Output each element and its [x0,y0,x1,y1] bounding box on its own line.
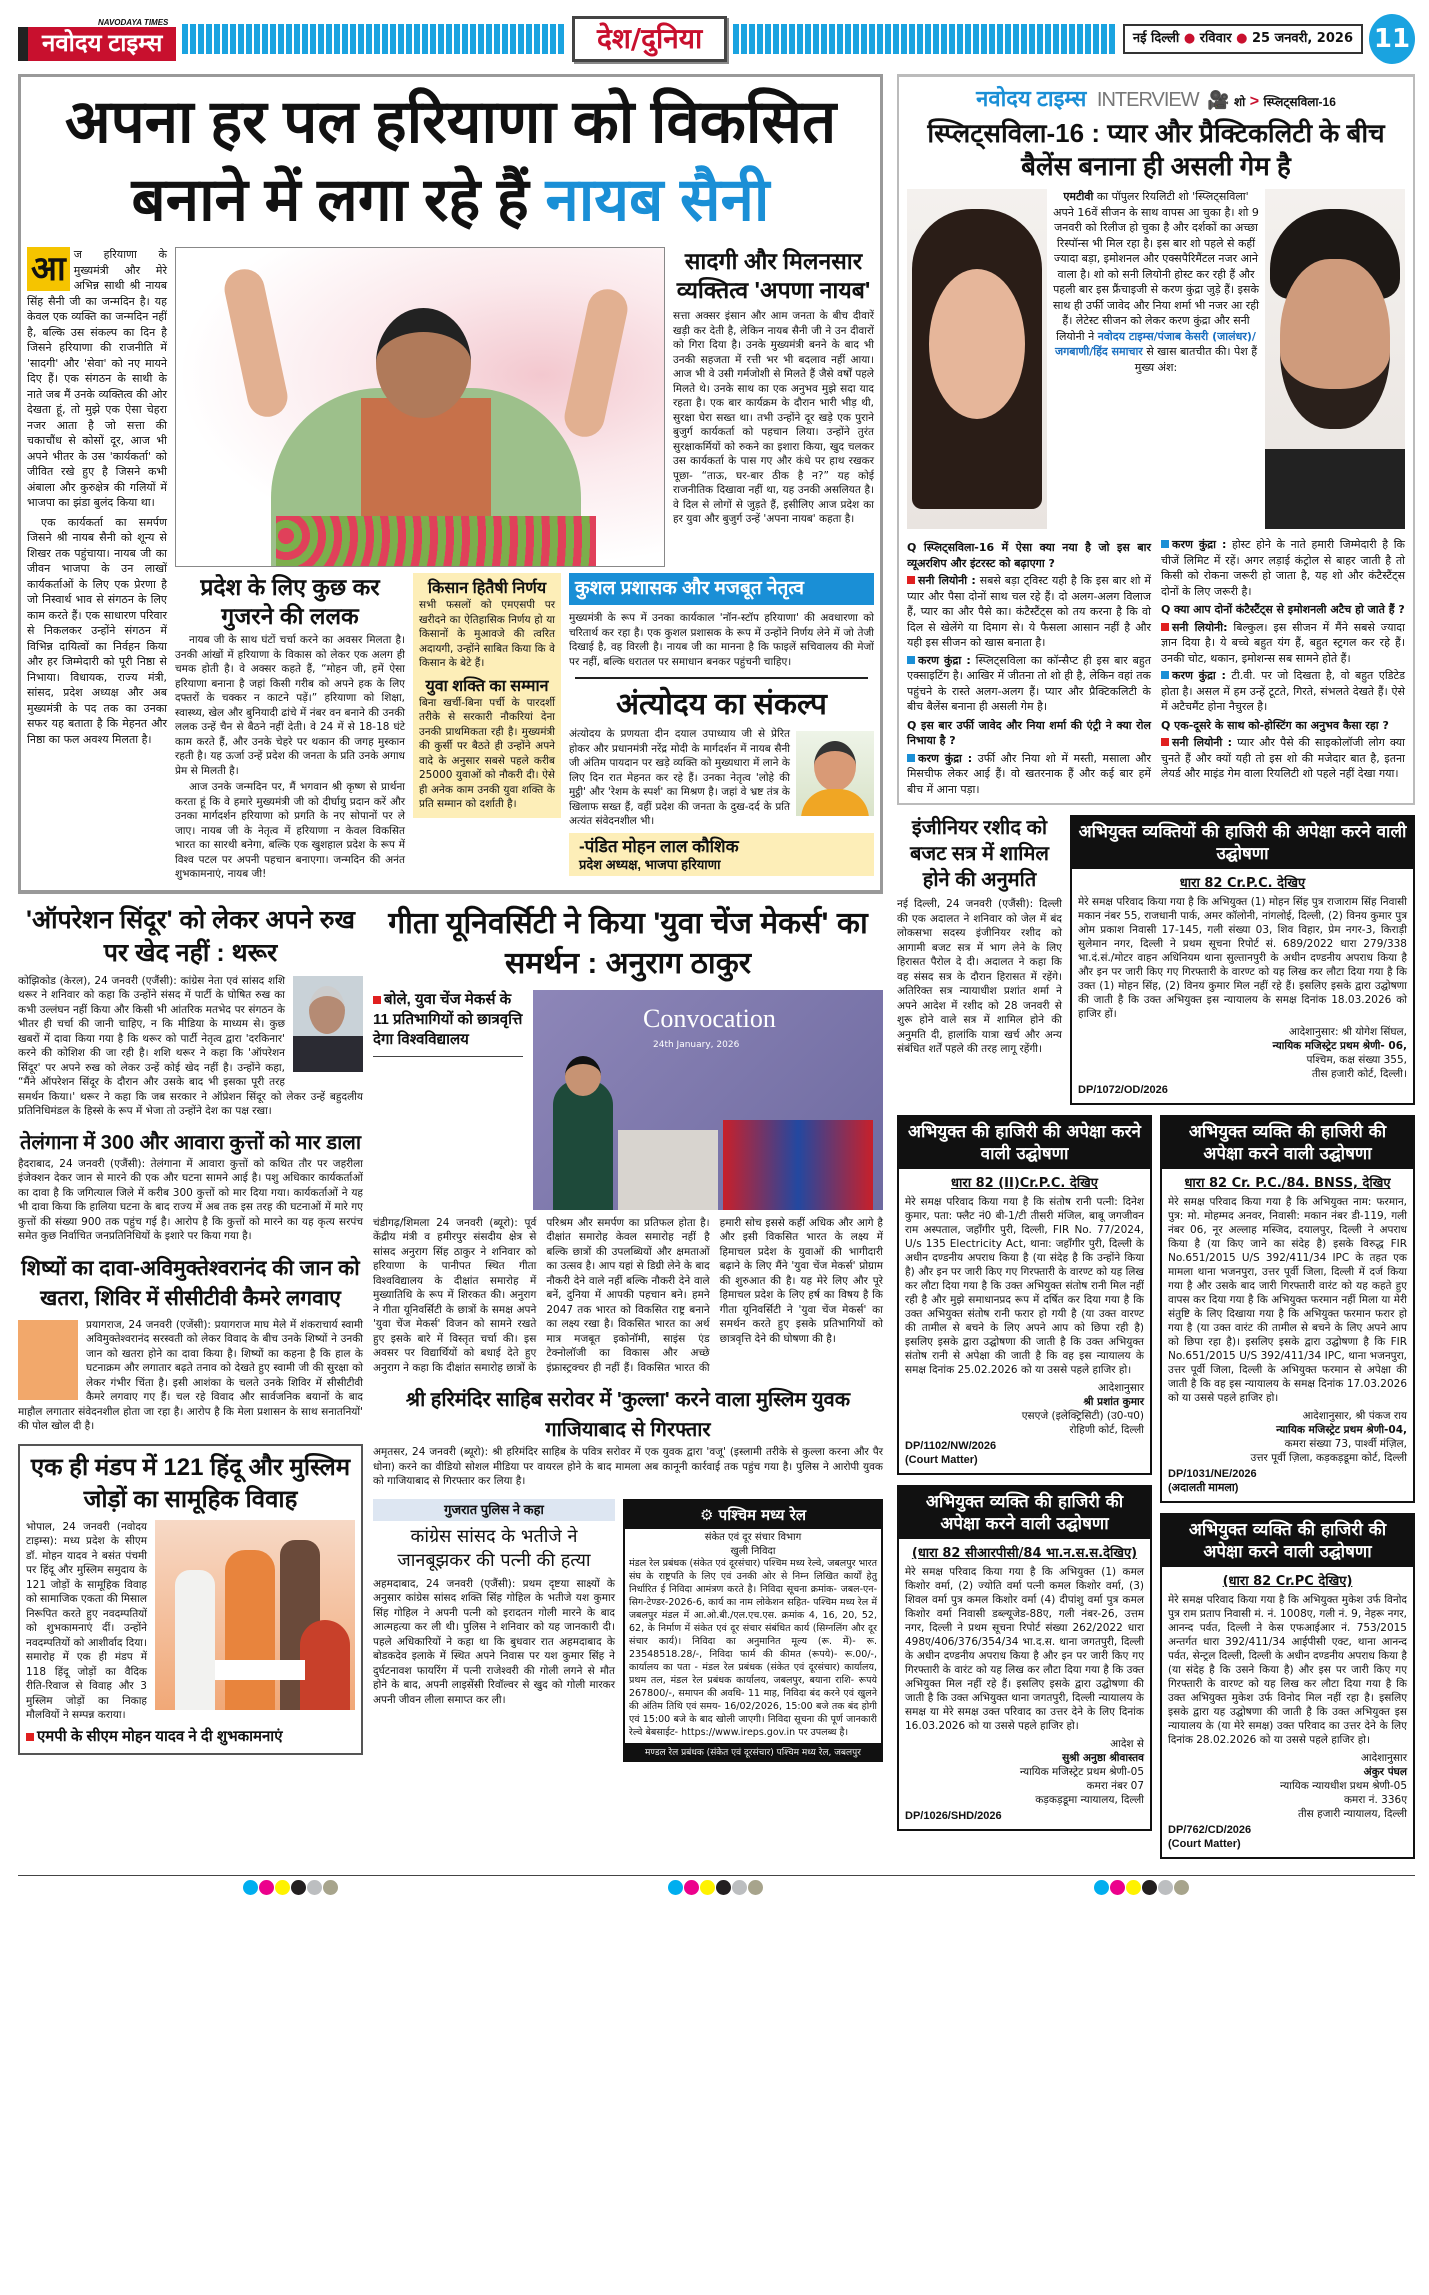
speaker-name: सनी लियोनी : [1172,736,1233,749]
notice-signature [1162,1405,1413,1465]
notice-body: मेरे समक्ष परिवाद किया गया है कि अभियुक्त (1) कमल किशोर वर्मा, (2) ज्योति वर्मा पत्नी कमल किशोर वर्मा, (3) शिवल वर्मा पुत्र कमल किशोर वर्मा (4) दीपांशु वर्मा पुत्र कमल किशोर वर्मा निवासी डब्ल्यूजेड-88ए, गली नंबर-26, उत्तम नगर, दिल्ली ने प्रथम सूचना रिपोर्ट संख्या 262/2022 धारा 498ए/406/376/354/34 भा.द.स. थाना जगतपुरी, दिल्ली के अधीन दण्डनीय अपराध किया है और इन पर जारी किए गए गिरफ्तारी के वारंट को यह लिख कर लौटा दिया गया है कि उक्त अभियुक्त मिल नहीं रहे हैं। इसलिए इसके द्वारा उद्घोषणा की जाती है कि उक्त अभियुक्त थाना जगतपुरी, दिल्ली न्यायालय के समक्ष या मेरे समक्ष उक्त परिवाद का उत्तर देने के लिए दिनांक 16.03.2026 को या उससे पहले हाजिर हो। [905,1566,1144,1732]
gujarat-kicker: गुजरात पुलिस ने कहा [373,1499,615,1521]
mandap-body: भोपाल, 24 जनवरी (नवोदय टाइम्स): मध्य प्रदेश के सीएम डॉ. मोहन यादव ने बसंत पंचमी पर हिंदू और मुस्लिम समुदाय के 121 जोड़ों के सामूहिक विवाह को सामाजिक एकता की मिसाल निरूपित करते हुए नवदम्पतियों को शुभकामनाएं दीं। उन्होंने नवदम्पतियों को आशीर्वाद दिया। समारोह में एक ही मंडप में 118 हिंदू जोड़ों का वैदिक रीति-रिवाज से विवाह और 3 मुस्लिम जोड़ों का निकाह मौलवियों ने सम्पन्न कराया। [26,1520,147,1721]
notice-section: धारा 82 (II)Cr.P.C. देखिए [951,1176,1098,1191]
notice-signature [899,1733,1150,1807]
pradesh-section [175,573,405,884]
notice-body: मेरे समक्ष परिवाद किया गया है कि अभियुक्त (1) मोहन सिंह पुत्र राजाराम सिंह निवासी मकान नंबर 55, राजधानी पार्क, अमर कॉलोनी, नांगलोई, दिल्ली, (2) विनय कुमार पुत्र ओम प्रकाश निवासी 17-145, गली संख्या 03, शिव विहार, प्रेम नगर-3, किराड़ी सुलेमान नगर, दिल्ली ने प्रथम सूचना रिपोर्ट सं. 689/2022 धारा 279/338 भा.दं.सं./मोटर वाहन अधिनियम थाना सुल्तानपुरी के अधीन दण्डनीय अपराध किया है और इन पर जारी किए गए गिरफ्तारी के वारण्ट को यह लिख कर लौटा दिया गया है कि उक्त (1) मोहन सिंह, (2) विनय कुमार मिल नहीं रहे हैं। इसलिए इसके द्वारा उद्घोषणा की जाती है कि उक्त अभियुक्त इस न्यायालय के समक्ष दिनांक 18.03.2026 को हाजिर हों। [1078,896,1407,1020]
saadgi-title: सादगी और मिलनसार व्यक्तित्व 'अपणा नायब' [676,248,871,303]
geeta-subhead [373,990,523,1057]
interview-headline: स्प्लिट्सविला-16 : प्यार और प्रैक्टिकलिटी के बीच बैलेंस बनाना ही असली गेम है [927,118,1385,181]
flowers [276,516,596,566]
dateline: नई दिल्ली ● रविवार ● 25 जनवरी, 2026 [1123,24,1363,54]
notice-title: अभियुक्त व्यक्ति की हाजिरी की अपेक्षा करने वाली उद्घोषणा [1162,1515,1413,1567]
notice-section: धारा 82 Cr. P.C./84. BNSS, देखिए [1184,1176,1391,1191]
color-dot-group [243,1880,339,1899]
color-dot [1174,1880,1189,1895]
gujarat-story [373,1499,615,1708]
railway-title: पश्चिम मध्य रेल [718,1505,807,1524]
saadgi-section [673,247,874,527]
rashid-story [897,815,1062,1057]
notice-reference [1162,1465,1413,1501]
court-notice [1070,815,1415,1105]
signature-line: न्यायिक मजिस्ट्रेट प्रथम श्रेणी- 06, [1272,1040,1407,1052]
signature-line: आदेशानुसार [1097,1382,1144,1394]
convocation-photo [533,990,883,1210]
kushal-title: कुशल प्रशासक और मजबूत नेतृत्व [569,573,874,605]
intro-end: से खास बातचीत की। पेश हैं मुख्य अंश: [1134,345,1258,374]
color-dot [323,1880,338,1895]
masthead-corner [18,27,28,61]
shankaracharya-photo [18,1320,78,1400]
mandap-subhead [26,1727,355,1747]
saadgi-body: सत्ता अक्सर इंसान और आम जनता के बीच दीवारें खड़ी कर देती है, लेकिन नायब सैनी जी ने उन दीवारों को गिरा दिया है। उनके मुख्यमंत्री बनने के बाद भी उनकी सहजता में रत्ती भर भी बदलाव नहीं आया। आज भी वे उसी गर्मजोशी से मिलते हैं जैसे वर्षों पहले मिलते थे। उनके साथ का एक अनुभव मुझे सदा याद रहता है। एक बार कार्यक्रम के दौरान भारी भीड़ थी, सुरक्षा घेरा सख्त था। तभी उन्होंने दूर खड़े एक पुराने बुजुर्ग कार्यकर्ता को पहचान लिया। उन्होंने तुरंत सुरक्षाकर्मियों को रुकने का इशारा किया, खुद चलकर उस कार्यकर्ता के पास गए और कंधे पर हाथ रखकर पूछा- “ताऊ, घर-बार ठीक है न?” यह कोई राजनीतिक दिखावा नहीं था, यह उनकी असलियत है। वे दिल से लोगों से जुड़ते हैं, इसीलिए आज प्रदेश का हर युवा और बुजुर्ग उन्हें 'अपना नायब' कहता है। [673,310,874,525]
kisan-body: सभी फसलों को एमएसपी पर खरीदने का ऐतिहासिक निर्णय हो या किसानों के मुआवजे की त्वरित अदायगी, उन्होंने साबित किया कि वे किसान के बेटे हैं। [419,599,555,670]
signature-line: अंकुर पंघल [1363,1766,1407,1778]
film-camera-icon: 🎥 [1207,90,1230,110]
reference-line: DP/762/CD/2026 [1168,1824,1252,1836]
divider [575,677,868,679]
shishya-story [18,1254,363,1434]
color-registration-bar [18,1875,1415,1899]
convocation-banner-date: 24th January, 2026 [653,1039,740,1050]
convocation-banner-text: Convocation [643,1003,776,1033]
color-dot [732,1880,747,1895]
color-dot [700,1880,715,1895]
notice-title: अभियुक्त व्यक्ति की हाजिरी की अपेक्षा करने वाली उद्घोषणा [899,1487,1150,1539]
interview-brand: नवोदय टाइम्स [976,86,1087,111]
harimandir-headline: श्री हरिमंदिर साहिब सरोवर में 'कुल्ला' करने वाला मुस्लिम युवक गाजियाबाद से गिरफ्तार [405,1389,851,1441]
intro-bold: एमटीवी [1063,190,1094,203]
main-headline-line1: अपना हर पल हरियाणा को विकसित [64,88,837,155]
interview-question: Q स्प्लिट्सविला-16 में ऐसा क्या नया है जो इस बार व्यूअरशिप और इंटरस्ट को बढ़ाएगा ? [907,541,1151,570]
interview-answer [907,653,1151,715]
antyoday-body: अंत्योदय के प्रणयता दीन दयाल उपाध्याय जी से प्रेरित होकर और प्रधानमंत्री नरेंद्र मोदी के मार्गदर्शन में नायब सैनी जी अंतिम पायदान पर खड़े व्यक्ति को मुख्यधारा में लाने के लिए दिन रात मेहनत कर रहे हैं। उनका नेतृत्व 'लोहे की मुट्ठी' और 'रेशम के स्पर्श' का मिश्रण है। जहां वे भ्रष्ट तंत्र के खिलाफ सख्त हैं, वहीं प्रदेश की जनता के दुख-दर्द के प्रति अत्यंत संवेदनशील भी। [569,728,790,827]
signature-line: पश्चिम, कक्ष संख्या 355, [1306,1054,1407,1066]
notice-section: धारा 82 Cr.P.C. देखिए [1179,876,1306,891]
geeta-body: चंडीगढ़/शिमला 24 जनवरी (ब्यूरो): पूर्व केंद्रीय मंत्री व हमीरपुर संसदीय क्षेत्र से सांसद अनुराग सिंह ठाकुर ने शनिवार को हरियाणा के पानीपत स्थित गीता विश्वविद्यालय के दीक्षांत समारोह में मुख्यातिथि के रूप में शिरकत की। अनुराग ने गीता यूनिवर्सिटी के छात्रों के समक्ष अपने 'युवा चेंज मेकर्स' विजन को सामने रखते हुए इसके बारे में विस्तृत चर्चा की। इस अवसर पर विद्यार्थियों को बधाई देते हुए अनुराग ने कहा कि दीक्षांत समारोह छात्रों के परिश्रम और समर्पण का प्रतिफल होता है। दीक्षांत समारोह केवल समारोह नहीं है बल्कि छात्रों की उपलब्धियों और क्षमताओं का उत्सव है। आप यहां से डिग्री लेने के बाद नौकरी देने वाले नहीं बल्कि नौकरी देने वाले बनें, दुनिया में आपकी पहचान बने। हमने 2047 तक भारत को विकसित राष्ट्र बनाने का लक्ष्य रखा है। विकसित भारत का अर्थ मात्र मजबूत इकोनॉमी, साइंस एंड टेक्नोलॉजी का विकास और अच्छे इंफ्रास्ट्रक्चर ही नहीं हैं। विकसित भारत की हमारी सोच इससे कहीं अधिक और आगे है और इसी विकसित भारत के लक्ष्य में हिमाचल प्रदेश के युवाओं की भागीदारी बढ़ाने के लिए मैंने 'युवा चेंज मेकर्स' प्रोग्राम की शुरुआत की है। यह मेरे लिए और पूरे हिमाचल प्रदेश के लिए हर्ष का विषय है कि गीता यूनिवर्सिटी ने 'युवा चेंज मेकर्स' का समर्थन करते हुए इसके प्रतिभागियों को छात्रवृत्ति देने की घोषणा की है। [373,1216,883,1374]
railway-header [625,1501,881,1529]
interview-question: Q क्या आप दोनों कंटैस्टैंट्स से इमोशनली अटैच हो जाते हैं ? [1161,603,1405,616]
show-name: स्प्लिट्सविला-16 [1263,95,1336,109]
reference-line: DP/1102/NW/2026 [905,1440,997,1452]
page-number: 11 [1369,14,1415,64]
color-dot [291,1880,306,1895]
geeta-headline: गीता यूनिवर्सिटी ने किया 'युवा चेंज मेकर्स' का समर्थन : अनुराग ठाकुर [388,906,868,980]
reference-line: (Court Matter) [905,1454,978,1466]
notice-body: मेरे समक्ष परिवाद किया गया है कि अभियुक्त मुकेश उर्फ विनोद पुत्र राम प्रताप निवासी मं. नं. 1008ए, गली नं. 9, नेहरू नगर, आनन्द पर्वत, दिल्ली ने केस एफआईआर नं. 753/2015 अन्तर्गत धारा 392/411/34 आईपीसी एक्ट, थाना आनन्द पर्वत, सेन्ट्रल दिल्ली, दिल्ली के अधीन दण्डनीय अपराध किया है (या संदेह है कि उसने किया है) और इस पर जारी किए गए गिरफ्तारी के वारण्ट को यह लिख कर लौटा दिया गया है कि उक्त अभियुक्त मुकेश उर्फ विनोद मिल नहीं रहा है। इसलिए इसके द्वारा यह उद्घोषणा की जाती है कि उक्त अभियुक्त इस न्यायालय के (या मेरे समक्ष) उक्त परिवाद का उत्तर देने के लिए दिनांक 28.02.2026 को या उससे पहले हाजिर हो। [1168,1594,1407,1746]
answer-text: प्यार और पैसे की साइकोलॉजी लोग क्या चुनते हैं और क्यों यही तो इस शो की मजेदार बात है, इतना लेयर्ड और माइंड गेम वाला रियलिटी शो पहले नहीं देखा गया। [1161,736,1405,780]
color-dot [259,1880,274,1895]
sindoor-headline: 'ऑपरेशन सिंदूर' को लेकर अपने रुख पर खेद नहीं : थरूर [26,905,355,967]
interview-intro [907,189,1405,529]
main-story [18,74,883,894]
sindoor-story [18,904,363,1119]
color-dot [748,1880,763,1895]
dropcap: आ [27,247,70,291]
speaker-name: सनी लियोनी : [918,574,976,587]
color-dot [243,1880,258,1895]
reference-line: DP/1072/OD/2026 [1078,1084,1168,1096]
railway-ad [623,1499,883,1762]
reference-line: (Court Matter) [1168,1838,1241,1850]
color-dot [1158,1880,1173,1895]
main-headline-line2: बनाने में लगा रहे हैं [131,166,529,233]
answer-text: स्प्लिट्सविला का कॉन्सैप्ट ही इस बार बहुत एक्साइटिंग है। आखिर में जीतना तो शो ही है, लेकिन वहां तक पहुंचने के रास्ते अलग-अलग हैं। प्यार और प्रैक्टिकलिटी के बीच बैलेंस बनाना ही असली गेम है। [907,653,1152,713]
notice-body: मेरे समक्ष परिवाद किया गया है कि संतोष रानी पत्नी: दिनेश कुमार, पता: फ्लैट नं0 बी-1/टी तीसरी मंजिल, बाबू जगजीवन राम अस्पताल, जहाँगीर पुरी, दिल्ली, FIR No. 77/2024, U/s 135 Electricity Act, थाना: जहाँगीर पुरी, दिल्ली के अधीन दण्डनीय अपराध किया है (या संदेह है कि उन्होंने किया है) और इन पर जारी किए गए गिरफ्तारी के वारण्ट को यह लिख कर लौटा दिया गया है कि उक्त अभियुक्त संतोष रानी मिल नहीं रही है और मुझे समाधानप्रद रूप में दर्षित कर दिया गया है कि उक्त अभियुक्त संतोष रानी फरार हो गयी है (या उक्त वारण्ट की तामील से बचने के लिए अपने आप को छिपा रही है) इसलिए इसके द्वारा उद्घोषणा की जाती है कि उक्त अभियुक्त संतोष रानी से अपेक्षा की जाती है कि वह इस न्यायालय के समक्ष दिनांक 25.02.2026 को या उससे पहले हाजिर हो। [905,1196,1144,1376]
notice-title: अभियुक्त की हाजिरी की अपेक्षा करने वाली उद्घोषणा [899,1117,1150,1169]
interview-answer [1161,735,1405,782]
signature-line: कड़कड़डूमा न्यायालय, दिल्ली [1035,1794,1144,1806]
author-box [569,833,874,877]
interview-label: INTERVIEW [1096,89,1199,111]
mandap-headline: एक ही मंडप में 121 हिंदू और मुस्लिम जोड़ों का सामूहिक विवाह [30,1453,351,1513]
notice-title: अभियुक्त व्यक्ति की हाजिरी की अपेक्षा करने वाली उद्घोषणा [1162,1117,1413,1169]
speaker-bullet-icon [907,656,915,664]
kisan-yuva-box [413,573,561,818]
main-lead-para2: एक कार्यकर्ता का समर्पण जिसने श्री नायब सैनी को शून्य से शिखर तक पहुंचाया। नायब जी का जीवन भाजपा के उन लाखों कार्यकर्ताओं के लिए एक प्रेरणा है जो निस्वार्थ भाव से संगठन के लिए काम करते हैं। एक साधारण परिवार से निकलकर उन्होंने संगठन में विभिन्न दायित्वों का निर्वहन किया और हर जिम्मेदारी को पूरी निष्ठा से निभाया। विधायक, राज्य मंत्री, सांसद, प्रदेश अध्यक्ष और अब मुख्यमंत्री के पद तक का उनका सफर यह बताता है कि मेहनत और निष्ठा का फल अवश्य मिलता है। [27,515,167,746]
notice-reference [899,1437,1150,1473]
yuva-title: युवा शक्ति का सम्मान [425,677,549,695]
interview-answer [1161,620,1405,667]
author-photo [796,731,874,816]
rashid-body: नई दिल्ली, 24 जनवरी (एजैंसी): दिल्ली की एक अदालत ने शनिवार को जेल में बंद लोकसभा सदस्य इंजीनियर रशीद को आगामी बजट सत्र में भाग लेने के लिए हिरासत पैरोल दे दी। अदालत ने कहा कि वह संसद सत्र के दौरान हिरासत में रहेंगे। अतिरिक्त सत्र न्यायाधीश प्रशांत शर्मा ने अपने आदेश में रशीद को 28 जनवरी से शुरू होने वाले सत्र में शामिल होने की अनुमति दी, हालांकि यात्रा खर्च और अन्य संबंधित शर्तें पहले की तरह लागू रहेंगी। [897,898,1062,1055]
signature-line: सुश्री अनुष्ठा श्रीवास्तव [1062,1752,1144,1764]
color-dot [716,1880,731,1895]
color-dot [275,1880,290,1895]
signature-line: उत्तर पूर्वी ज़िला, कड़कड़डूमा कोर्ट, दिल्ली [1250,1452,1407,1464]
tharoor-photo [293,976,363,1072]
speaker-bullet-icon [1161,738,1169,746]
color-dot [668,1880,683,1895]
rashid-headline: इंजीनियर रशीद को बजट सत्र में शामिल होने की अनुमति [909,817,1049,891]
color-dot [307,1880,322,1895]
cm-arm-left [221,265,291,420]
railway-dept: संकेत एवं दूर संचार विभाग [704,1531,802,1543]
notice-signature [1162,1747,1413,1821]
interview-box [897,74,1415,805]
masthead-stripes-right [733,24,1117,54]
reference-line: DP/1031/NE/2026 [1168,1468,1257,1480]
cm-arm-right [561,285,631,440]
notice-reference [899,1807,1150,1829]
court-notice [897,1485,1152,1831]
speaker-bullet-icon [1161,623,1169,631]
court-notice [1160,1513,1415,1859]
cm-figure-head [376,308,471,418]
railway-footer: मण्डल रेल प्रबंधक (संकेत एवं दूरसंचार) पश्चिम मध्य रेल, जबलपुर [625,1743,881,1760]
main-headline [27,83,874,239]
gujarat-body: अहमदाबाद, 24 जनवरी (एजैंसी): प्रथम दृष्टया साक्ष्यों के अनुसार कांग्रेस सांसद शक्ति सिंह गोहिल के भतीजे यश कुमार सिंह गोहिल ने अपनी पत्नी को इरादतन गोली मारने के बाद आत्महत्या कर ली थी। पुलिस ने शनिवार को यह जानकारी दी। पहले अधिकारियों ने कहा था कि बुधवार रात अहमदाबाद के बोडकदेव इलाके में स्थित अपने निवास पर यश कुमार सिंह ने दुर्घटनावश फायरिंग में पत्नी राजेश्वरी की गोली लगने से मौत होने के बाद, अपनी लाइसेंसी रिवॉल्वर से खुद को गोली मारकर अपनी जीवन लीला समाप्त कर ली। [373,1577,615,1706]
notice-signature [899,1377,1150,1437]
main-lead-text: ज हरियाणा के मुख्यमंत्री और मेरे अभिन्न साथी श्री नायब सिंह सैनी जी का जन्मदिन है। यह केवल एक व्यक्ति का जन्मदिन नहीं है, बल्कि उस संकल्प का दिन है जिसने हरियाणा की राजनीति में 'सादगी' और 'सेवा' को नए मायने दिए हैं। एक संगठन के साथी के नाते जब मैं उनके व्यक्तित्व की ओर देखता हूं, तो मुझे एक ऐसा चेहरा नजर आता है जो सत्ता की चकाचौंध से कोसों दूर, आज भी अपने भीतर के उस 'कार्यकर्ता' को जीवित रखे हुए है जिसने कभी अंबाला और कुरुक्षेत्र की गलियों में भाजपा का झंडा बुलंद किया था। [27,248,167,509]
signature-line: न्यायिक मजिस्ट्रेट प्रथम श्रेणी-05 [1019,1766,1144,1778]
telangana-story [18,1129,363,1244]
newspaper-logo: नवोदय टाइम्स [28,27,176,61]
notice-body: मेरे समक्ष परिवाद किया गया है कि अभियुक्त नाम: फरमान, पुत्र: मो. मोहम्मद अनवर, निवासी: मकान नंबर डी-119, गली नंबर 06, नूर अल्लाह मस्जिद, दयालपुर, दिल्ली ने अपराध किया है (या किए जाने का संदेह है) इसके विरुद्ध FIR No.651/2015 U/S 392/411/34 IPC के तहत एक मामला थाना भजनपुरा, उत्तर पूर्वी जिला, दिल्ली में दर्ज किया गया है और उसके बाद जारी गिरफ्तारी वारंट को यह कहते हुए वापस कर दिया गया है कि अभियुक्त फरमान नहीं मिला या मेरी संतुष्टि के लिए दिखाया गया है कि अभियुक्त फरमान फरार हो गया है (या उक्त वारंट की तामील से बचने के लिए अपने आप को छिपा रहा है)। इसलिए इसके द्वारा उद्घोषणा है कि FIR No.651/2015 U/S 392/411/34 IPC, थाना भजनपुरा, उत्तर पूर्वी जिला, दिल्ली के अभियुक्त फरमान से अपेक्षा की जाती है कि वह इस न्यायालय के समक्ष दिनांक 17.03.2026 को या उससे पहले हाजिर हो। [1168,1196,1407,1404]
answer-text: टी.वी. पर जो दिखता है, वो बहुत एडिटेड होता है। असल में हम उन्हें टूटते, गिरते, संभलते देखते हैं। ऐसे में अटैचमैंट होना नैचुरल है। [1161,669,1405,713]
color-dot [1126,1880,1141,1895]
antyoday-section [569,687,874,876]
sunny-leone-photo [907,189,1047,529]
geeta-story [373,904,883,1376]
color-dot [1094,1880,1109,1895]
harimandir-body: अमृतसर, 24 जनवरी (ब्यूरो): श्री हरिमंदिर साहिब के पवित्र सरोवर में एक युवक द्वारा 'वजू' (इस्लामी तरीके से कुल्ला करना और पैर धोना) करने का वीडियो सोशल मीडिया पर वायरल होने के बाद मामला अब कानूनी कार्रवाई तक पहुंच गया है। पुलिस ने आरोपी युवक को गाजियाबाद से गिरफ्तार कर लिया है। [373,1446,883,1487]
signature-line: कमरा नंबर 07 [1086,1780,1144,1792]
kushal-section [569,573,874,669]
speaker-name: करण कुंद्रा : [1172,669,1226,682]
karan-kundrra-photo [1265,189,1405,529]
railway-sub: खुली निविदा [730,1545,776,1557]
author-title: प्रदेश अध्यक्ष, भाजपा हरियाणा [579,856,721,872]
shishya-headline: शिष्यों का दावा-अविमुक्तेश्वरानंद की जान को खतरा, शिविर में सीसीटीवी कैमरे लगवाए [21,1256,360,1310]
mandap-story [18,1444,363,1755]
interview-question: Q इस बार उर्फी जावेद और निया शर्मा की एंट्री ने क्या रोल निभाया है ? [907,718,1151,747]
answer-text: सबसे बड़ा ट्विस्ट यही है कि इस बार शो में प्यार और पैसा दोनों साथ चल रहे हैं। दो अलग-अलग विलाज हैं, प्यार का और पैसे का। कंटैस्टैंट्स को तय करना है कि वो दिल से खेलेंगे या दिमाग से। ये फैसला आसान नहीं है और यही इस सीजन को खास बनाता है। [907,574,1151,649]
main-lead-column [27,247,167,749]
signature-line: तीस हजारी कोर्ट, दिल्ली। [1311,1068,1407,1080]
interview-answer [1161,537,1405,599]
notice-reference [1072,1081,1413,1103]
speaker-bullet-icon [907,754,915,762]
speaker-name: करण कुंद्रा : [918,653,971,667]
signature-line: आदेश से [1110,1738,1144,1750]
signature-line: रोहिणी कोर्ट, दिल्ली [1069,1424,1144,1436]
masthead [18,14,1415,64]
dateline-city: नई दिल्ली [1132,31,1180,46]
telangana-headline: तेलंगाना में 300 और आवारा कुत्तों को मार डाला [19,1131,362,1154]
notice-section: (धारा 82 Cr.PC देखिए) [1222,1574,1353,1589]
red-bullet-icon [373,996,381,1004]
speaker-bullet-icon [1161,671,1169,679]
speaker-bullet-icon [907,576,915,584]
chevron-right-icon: > [1249,93,1260,110]
pradesh-body1: नायब जी के साथ घंटों चर्चा करने का अवसर मिलता है। उनकी आंखों में हरियाणा के विकास को लेकर एक अलग ही चमक होती है। वे अक्सर कहते हैं, “मोहन जी, हमें ऐसा हरियाणा बनाना है जहां किसी गरीब को अपने हक के लिए दफ्तरों के चक्कर न काटने पड़ें।” हरियाणा को शिक्षा, स्वास्थ्य, खेल और बुनियादी ढांचे में नंबर वन बनाने की उनकी ललक उन्हें चैन से बैठने नहीं देती। वे 24 में से 18-18 घंटे काम करते हैं, और उनके चेहरे पर थकान की जगह मुस्कान रहती है। यह ऊर्जा उन्हें प्रदेश की जनता के प्रति उनके अगाध प्रेम से मिलती है। [175,634,405,777]
show-label: शो [1233,95,1246,109]
answer-text: बिल्कुल। इस सीजन में मैंने सबसे ज्यादा ज्ञान दिया है। ये बच्चे बहुत यंग हैं, बहुत स्ट्रगल कर रहे हैं। उनकी चोट, थकान, इमोशन्स सब सामने होते हैं। [1161,620,1405,665]
railway-emblem-icon: ⚙ [699,1505,714,1524]
interview-answer [907,751,1151,798]
color-dot [684,1880,699,1895]
sindoor-body: कोझिकोड (केरल), 24 जनवरी (एजैंसी): कांग्रेस नेता एवं सांसद शशि थरूर ने शनिवार को कहा कि उन्होंने संसद में पार्टी के घोषित रुख का कभी उल्लंघन नहीं किया और किसी भी आंतरिक मतभेद पर संगठन के भीतर ही चर्चा की जानी चाहिए, न कि मीडिया के माध्यम से। कुछ खबरों में दावा किया गया है कि थरूर को पार्टी नेतृत्व द्वारा 'दरकिनार' करने की कोशिश की जा रही है। शशि थरूर ने कहा कि 'ऑपरेशन सिंदूर' पर अपने रुख को लेकर उन्हें कोई खेद नहीं है। उन्होंने कहा, “मैंने ऑपरेशन सिंदूर के दौरान और उसके बाद भी इसका पूरी तरह समर्थन किया।' थरूर ने कहा कि जब सरकार ने ऑप्रेशन सिंदूर को लेकर उन्हें बहुदलीय प्रतिनिधिमंडल के हिस्से के रूप में भेजा तो उन्होंने देश का पक्ष रखा। [18,974,363,1117]
signature-line: कमरा नं. 336ए [1343,1794,1407,1806]
color-dot [1110,1880,1125,1895]
railway-body: मंडल रेल प्रबंधक (संकेत एवं दूरसंचार) पश्चिम मध्य रेल्वे, जबलपुर भारत संघ के राष्ट्रपति के लिए एवं उनकी ओर से निम्न लिखित कार्यों हेतु निर्धारित ई निविदा आमंत्रण करते है। निविदा सूचना क्रमांक- जबल-एन-सिग-टेण्डर-2026-6, कार्य का नाम लोकेशन सहित- पश्चिम मध्य रेल में जबलपुर मंडल में आ.ओ.बी./एल.एच.एस. क्रमांक 4, 16, 20, 52, 62, के निर्माण में संकेत एवं दूर संचार संबंधित कार्य (सिग्नलिंग और दूर संचार कार्य)। निविदा का अनुमानित मूल्य (रू. में)- रू. 23548518.28/-, निविदा फार्म की कीमत (रूपये)- रू.00/-, कार्यालय का पता - मंडल रेल प्रबंधक (संकेत एवं दूरसंचार) कार्यालय, प्रथम तल, मंडल रेल प्रबंधक कार्यालय, जबलपुर, बयाना राशि- रूपये 267800/-, समापन की अवधि- 11 माह, निविदा बंद करने एवं खुलने की अंतिम तिथि एवं समय- 16/02/2026, 15:00 बजे तक बंद होगी एवं 15:00 बजे के बाद खोली जाएगी। निविदा सूचना की पूर्ण जानकारी रेल्वे बेबसाईट- https://www.ireps.gov.in पर उपलब्ध है। [629,1557,877,1738]
main-headline-highlight: नायब सैनी [545,166,770,233]
speaker-bullet-icon [1161,540,1169,548]
speaker-name: सनी लियोनी: [1172,620,1228,634]
notice-signature [1072,1021,1413,1081]
yuva-body: बिना खर्ची-बिना पर्ची के पारदर्शी तरीके से सरकारी नौकरियां देना उनकी प्राथमिकता रही है। मुख्यमंत्री की कुर्सी पर बैठते ही उन्होंने अपने वादे के अनुसार सबसे पहले करीब 25000 युवाओं को नौकरी दी। ऐसे ही अनेक काम उनकी युवा शक्ति के प्रति सम्मान को दर्शाती है। [419,696,555,811]
reference-line: DP/1026/SHD/2026 [905,1810,1002,1822]
answer-text: उर्फी और निया शो में मस्ती, मसाला और मिसचीफ लेकर आई हैं। वो खतरनाक हैं और कई बार हमें बीच में आना पड़ा। [907,751,1151,796]
harimandir-story [373,1385,883,1489]
notice-section: (धारा 82 सीआरपीसी/84 भा.न.स.स.देखिए) [911,1546,1138,1561]
section-label: देश/दुनिया [572,16,727,62]
pradesh-body2: आज उनके जन्मदिन पर, मैं भगवान श्री कृष्ण से प्रार्थना करता हूं कि वे हमारे मुख्यमंत्री जी को दीर्घायु प्रदान करें और उनका मार्गदर्शन हरियाणा को प्रगति के नए सोपानों पर ले जाए। नायब जी के नेतृत्व में हरियाणा न केवल विकसित भारत का सारथी बनेगा, बल्कि एक खुशहाल प्रदेश के रूप में विश्व पटल पर अपनी पहचान बनाएगा। जन्मदिन की अनंत शुभकामनाएं, नायब जी! [175,781,405,880]
signature-line: कमरा संख्या 73, पार्श्वी मंज़िल, [1284,1438,1407,1450]
interview-answer [1161,668,1405,715]
signature-line: आदेशानुसार: श्री योगेश सिंघल, [1288,1026,1407,1038]
interview-question: Q एक-दूसरे के साथ को-होस्टिंग का अनुभव कैसा रहा ? [1161,718,1389,732]
telangana-body: हैदराबाद, 24 जनवरी (एजैंसी): तेलंगाना में आवारा कुत्तों को कथित तौर पर जहरीला इंजेक्शन देकर जान से मारने की एक और घटना सामने आई है। पशु अधिकार कार्यकर्ताओं का दावा है कि जगित्याल जिले में करीब 300 कुत्तों को मार दिया गया। कार्यकर्ताओं ने यह भी दावा किया कि हालिया घटना के बाद राज्य में अब तक इस तरह की घटनाओं में मारे गए कुत्तों की संख्या 900 तक पहुंच गई है। आरोप है कि कुत्तों को मारने का यह कृत्य सरपंच समेत कुछ निर्वाचित जनप्रतिनिधियों के इशारे पर किया गया है। [18,1157,363,1242]
kushal-body: मुख्यमंत्री के रूप में उनका कार्यकाल 'नॉन-स्टॉप हरियाणा' की अवधारणा को चरितार्थ कर रहा है। एक कुशल प्रशासक के रूप में उन्होंने निर्णय लेने में जो तेजी दिखाई है, वह विरली है। नायब जी का मानना है कि फाइलें सचिवालय की मेजों पर नहीं, बल्कि धरातल पर समाधान बनकर पहुंचनी चाहिए। [569,612,874,668]
notice-reference [1162,1821,1413,1857]
shishya-body: प्रयागराज, 24 जनवरी (एजेंसी): प्रयागराज माघ मेले में शंकराचार्य स्वामी अविमुक्तेश्वरानंद सरस्वती को लेकर विवाद के बीच उनके शिष्यों ने उनकी जान को खतरा होने का दावा किया है। शिष्यों का कहना है कि हाल के घटनाक्रम और लगातार बढ़ते तनाव को देखते हुए स्वामी जी की सुरक्षा को लेकर गंभीर चिंता है। इसी आशंका के चलते उनके शिविर में सीसीटीवी कैमरे लगवाए गए हैं। चल रहे विवाद और सार्वजनिक बयानों के बाद माहौल लगातार संवेदनशील होता जा रहा है। आरोप है कि मेला प्रशासन के साथ सनातनियों' की पोल खोल दी है। [18,1318,363,1432]
color-dot [1142,1880,1157,1895]
interview-qa [907,537,1405,797]
signature-line: आदेशानुसार [1360,1752,1407,1764]
kisan-title: किसान हितैषी निर्णय [427,580,547,597]
signature-line: न्यायिक मजिस्ट्रेट प्रथम श्रेणी-04, [1276,1424,1407,1436]
speaker-name: करण कुंद्रा : [1172,538,1227,551]
court-notice [1160,1115,1415,1503]
dateline-day: रविवार [1199,31,1232,46]
antyoday-title: अंत्योदय का संकल्प [616,688,827,721]
signature-line: आदेशानुसार, श्री पंकज राय [1302,1410,1407,1422]
pradesh-title: प्रदेश के लिए कुछ कर गुजरने की ललक [200,574,380,629]
court-notice [897,1115,1152,1475]
intro-credit: नवोदय टाइम्स/पंजाब केसरी (जालंधर)/जगबाणी/हिंद समाचार [1054,329,1256,358]
masthead-stripes-left [182,24,566,54]
interview-header [907,83,1405,113]
signature-line: एसएजे (इलेक्ट्रिसिटी) (उ0-प0) [1021,1410,1144,1422]
gujarat-headline: कांग्रेस सांसद के भतीजे ने जानबूझकर की पत्नी की हत्या [397,1525,591,1571]
author-name: -पंडित मोहन लाल कौशिक [579,836,739,856]
masthead-small-title: NAVODAYA TIMES [98,17,169,27]
reference-line: (अदालती मामला) [1168,1482,1239,1494]
red-bullet-icon [26,1733,34,1741]
color-dot-group [1094,1880,1190,1899]
mandap-subhead-text: एमपी के सीएम मोहन यादव ने दी शुभकामनाएं [37,1727,283,1745]
mass-wedding-photo [155,1520,355,1710]
signature-line: श्री प्रशांत कुमार [1083,1396,1144,1408]
signature-line: तीस हजारी न्यायालय, दिल्ली [1297,1808,1407,1820]
geeta-subhead-text: बोले, युवा चेंज मेकर्स के 11 प्रतिभागियों को छात्रवृत्ति देगा विश्वविद्यालय [373,990,523,1048]
cm-photo [175,247,665,567]
answer-text: होस्ट होने के नाते हमारी जिम्मेदारी है कि चीजें लिमिट में रहें। अगर लड़ाई कंट्रोल से बाहर जाती है तो किसी को रोकना जरूरी हो जाता है, यह शो और कंटैस्टैंट्स दोनों के लिए जरूरी है। [1161,538,1405,598]
signature-line: न्यायिक न्यायधीश प्रथम श्रेणी-05 [1280,1780,1407,1792]
speaker-name: करण कुंद्रा : [918,751,973,765]
color-dot-group [668,1880,764,1899]
intro-text: का पॉपुलर रियलिटी शो 'स्प्लिट्सविला' अपने 16वें सीजन के साथ वापस आ चुका है। शो 9 जनवरी को रिलीज हो चुका है और दर्शकों का अच्छा रिस्पॉन्स भी मिल रहा है। इस बार शो पहले से कहीं ज्यादा बड़ा, इमोशनल और एक्सपैरिमैंटल नजर आने वाला है। शो को सनी लियोनी होस्ट कर रही हैं और पहली बार इस फ्रैंचाइजी से करण कुंद्रा जुड़े हैं। इसके साथ ही उर्फी जावेद और निया शर्मा भी नजर आ रही हैं। लेटेस्ट सीजन को लेकर करण कुंद्रा और सनी लियोनी ने [1053,190,1259,343]
interview-answer [907,573,1151,651]
notice-title: अभियुक्त व्यक्तियों की हाजिरी की अपेक्षा करने वाली उद्घोषणा [1072,817,1413,869]
dateline-date: 25 जनवरी, 2026 [1251,31,1353,46]
